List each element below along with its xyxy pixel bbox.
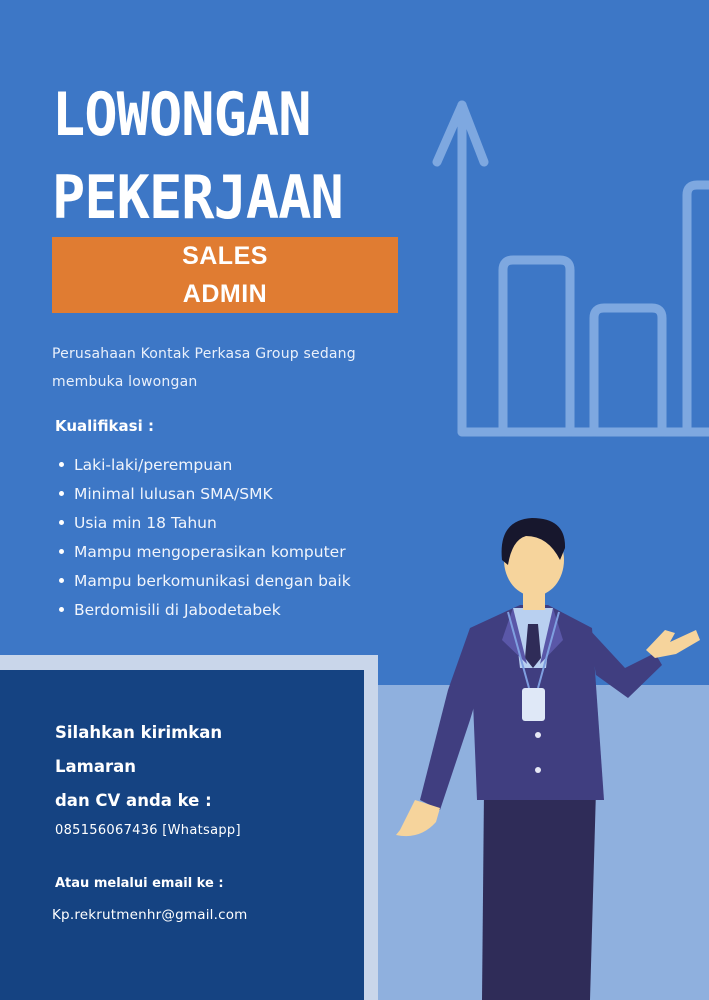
list-item: Mampu mengoperasikan komputer <box>55 538 351 567</box>
whatsapp-number: 085156067436 [Whatsapp] <box>55 823 241 838</box>
position-badge <box>52 237 398 313</box>
intro-text <box>52 340 412 396</box>
title-line-1: LOWONGAN <box>52 80 311 150</box>
intro-line-2: membuka lowongan <box>52 374 198 390</box>
bullet-icon <box>59 462 64 467</box>
qualifications-list <box>55 451 351 625</box>
bullet-icon <box>59 607 64 612</box>
list-item: Minimal lulusan SMA/SMK <box>55 480 351 509</box>
intro-line-1: Perusahaan Kontak Perkasa Group sedang <box>52 346 356 362</box>
apply-line-2: Lamaran <box>55 757 136 776</box>
bullet-icon <box>59 491 64 496</box>
list-item: Berdomisili di Jabodetabek <box>55 596 351 625</box>
position-line-1: SALES <box>182 242 268 270</box>
bullet-icon <box>59 549 64 554</box>
bullet-icon <box>59 578 64 583</box>
list-item: Usia min 18 Tahun <box>55 509 351 538</box>
email-heading: Atau melalui email ke : <box>55 876 224 891</box>
businessman-illustration <box>380 515 709 1000</box>
qualifications-heading: Kualifikasi : <box>55 417 154 435</box>
apply-line-1: Silahkan kirimkan <box>55 723 223 742</box>
apply-line-3: dan CV anda ke : <box>55 791 212 810</box>
list-item: Laki-laki/perempuan <box>55 451 351 480</box>
position-line-2: ADMIN <box>182 280 268 308</box>
bullet-icon <box>59 520 64 525</box>
list-item: Mampu berkomunikasi dengan baik <box>55 567 351 596</box>
email-address: Kp.rekrutmenhr@gmail.com <box>52 907 248 923</box>
apply-instructions <box>55 716 355 818</box>
title-line-2: PEKERJAAN <box>52 163 343 233</box>
